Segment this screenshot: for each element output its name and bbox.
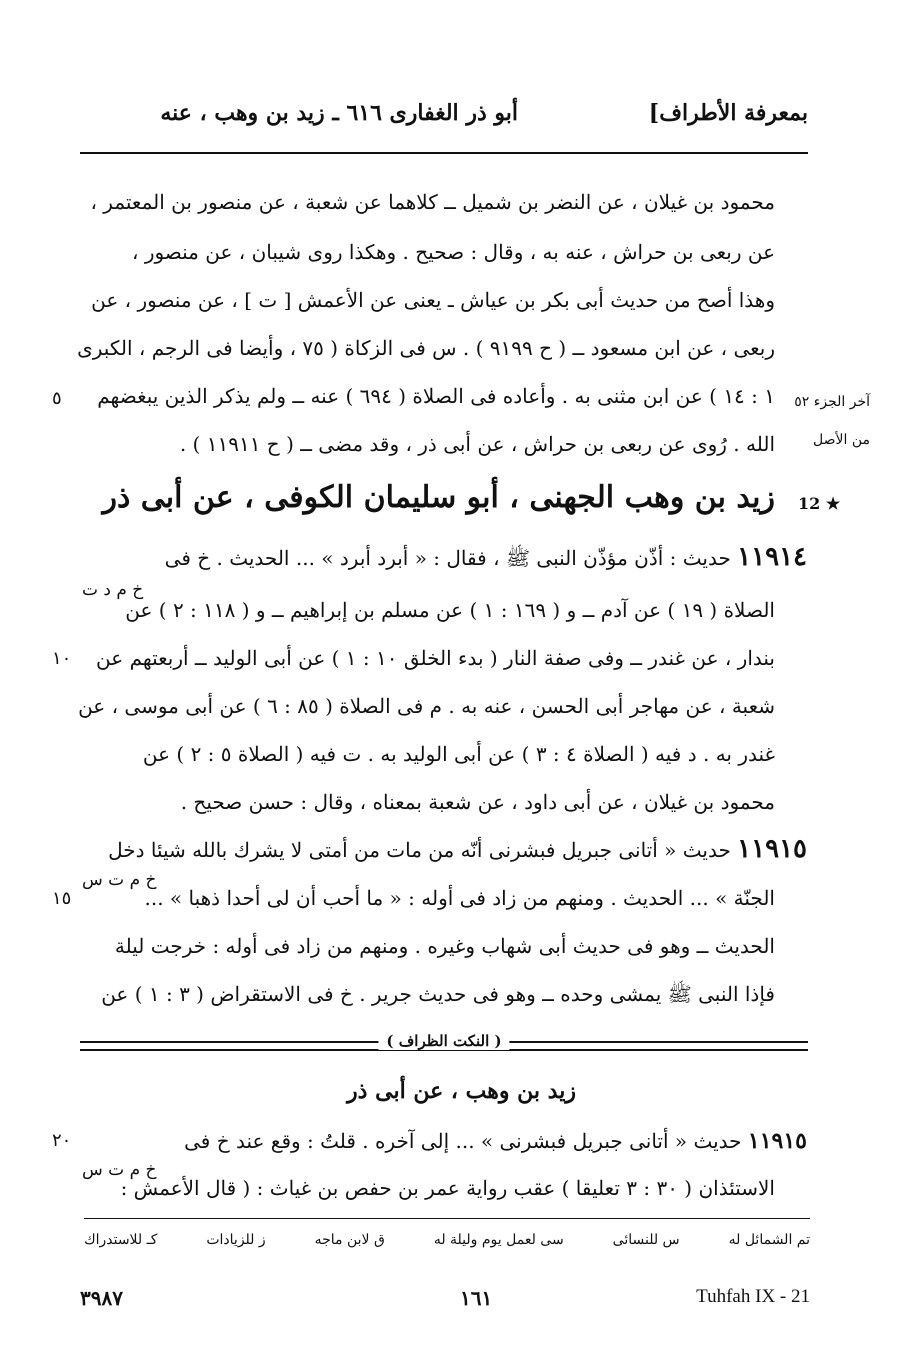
divider-label: ( النكت الظراف ) xyxy=(378,1032,509,1050)
text-line: الجنّة » ... الحديث . ومنهم من زاد فى أوله : « ما أحب أن لى أحدا ذهبا » ... xyxy=(144,886,775,910)
entry-text: حديث : أذّن مؤذّن النبى ﷺ ، فقال : « أبرد أبرد » ... الحديث . خ فى xyxy=(164,546,731,570)
text-line: الله . رُوى عن ربعى بن حراش ، عن أبى ذر ، وقد مضى ــ ( ح ١١٩١١ ) . xyxy=(179,432,775,456)
section-star-marker: 12 ★ xyxy=(798,494,841,513)
running-header xyxy=(80,100,808,144)
abbreviation-item: كـ للاستدراك xyxy=(84,1232,158,1248)
text-line: بندار ، عن غندر ــ وفى صفة النار ( بدء الخلق ١٠ : ١ ) عن أبى الوليد ــ أربعتهم عن xyxy=(96,646,775,670)
text-line: عن ربعى بن حراش ، عنه به ، وقال : صحيح . وهكذا روى شيبان ، عن منصور ، xyxy=(132,240,775,264)
nukat-divider xyxy=(80,1032,808,1052)
abbreviation-item: تم الشمائل له xyxy=(728,1232,810,1248)
text-line: شعبة ، عن مهاجر أبى الحسن ، عنه به . م فى الصلاة ( ٨٥ : ٦ ) عن أبى موسى ، عن xyxy=(78,694,775,718)
page-footer xyxy=(80,1286,810,1316)
entry-number: ١١٩١٥ xyxy=(747,1128,807,1154)
text-line: ربعى ، عن ابن مسعود ــ ( ح ٩١٩٩ ) . س فى الزكاة ( ٧٥ ، وأيضا فى الرجم ، الكبرى xyxy=(77,336,775,360)
text-line: ١ : ١٤ ) عن ابن مثنى به . وأعاده فى الصلاة ( ٦٩٤ ) عنه ــ ولم يذكر الذين يبغضهم xyxy=(97,384,775,408)
line-number-5: ٥ xyxy=(52,388,62,409)
header-book-title: بمعرفة الأطراف] xyxy=(648,100,808,126)
footnote-rule xyxy=(84,1218,810,1219)
text-line: محمود بن غيلان ، عن أبى داود ، عن شعبة بمعناه ، وقال : حسن صحيح . xyxy=(180,790,775,814)
entry-text: حديث « أتانى جبريل فبشرنى أنّه من مات من أمتى لا يشرك بالله شيئا دخل xyxy=(108,838,731,862)
nukat-sub-heading: زيد بن وهب ، عن أبى ذر xyxy=(347,1078,576,1104)
abbreviation-item: سى لعمل يوم وليلة له xyxy=(433,1232,564,1248)
entry-11915-line xyxy=(107,834,807,864)
footer-total-count: ٣٩٨٧ xyxy=(80,1286,123,1310)
header-rule xyxy=(80,152,808,154)
text-line: الاستئذان ( ٣٠ : ٣ تعليقا ) عقب رواية عمر بن حفص بن غياث : ( قال الأعمش : xyxy=(120,1176,775,1200)
text-line: وهذا أصح من حديث أبى بكر بن عياش ـ يعنى عن الأعمش [ ت ] ، عن منصور ، عن xyxy=(91,288,775,312)
text-line: الصلاة ( ١٩ ) عن آدم ــ و ( ١٦٩ : ١ ) عن مسلم بن إبراهيم ــ و ( ١١٨ : ٢ ) عن xyxy=(125,598,775,622)
footer-signature: Tuhfah IX - 21 xyxy=(696,1286,810,1307)
entry-text: حديث « أتانى جبريل فبشرنى » ... إلى آخره . قلتُ : وقع عند خ فى xyxy=(184,1129,742,1153)
text-line: الحديث ــ وهو فى حديث أبى شهاب وغيره . ومنهم من زاد فى أوله : خرجت ليلة xyxy=(114,934,775,958)
abbreviation-item: س للنسائى xyxy=(612,1232,680,1248)
entry-number: ١١٩١٤ xyxy=(737,542,807,572)
line-number-20: ٢٠ xyxy=(52,1130,72,1151)
abbreviation-item: ق لابن ماجه xyxy=(314,1232,385,1248)
margin-note-original: من الأصل xyxy=(813,432,870,448)
entry-number: ١١٩١٥ xyxy=(737,834,807,864)
text-line: فإذا النبى ﷺ يمشى وحده ــ وهو فى حديث جرير . خ فى الاستقراض ( ٣ : ١ ) عن xyxy=(101,982,775,1006)
nukat-entry-line xyxy=(107,1128,807,1154)
abbreviation-item: ز للزيادات xyxy=(206,1232,266,1248)
page-number: ١٦١ xyxy=(460,1286,493,1310)
line-number-15: ١٥ xyxy=(52,888,72,909)
entry-sigla: خ م ت س xyxy=(82,870,157,890)
header-section-title: أبو ذر الغفارى ٦١٦ ـ زيد بن وهب ، عنه xyxy=(160,100,518,126)
entry-sigla: خ م د ت xyxy=(82,580,144,600)
abbreviations-legend xyxy=(84,1232,810,1248)
text-line: غندر به . د فيه ( الصلاة ٤ : ٣ ) عن أبى الوليد به . ت فيه ( الصلاة ٥ : ٢ ) عن xyxy=(142,742,775,766)
entry-11914-line xyxy=(107,542,807,575)
text-line: محمود بن غيلان ، عن النضر بن شميل ــ كلاهما عن شعبة ، عن منصور بن المعتمر ، xyxy=(90,190,775,214)
line-number-10: ١٠ xyxy=(52,648,72,669)
section-heading: زيد بن وهب الجهنى ، أبو سليمان الكوفى ، عن أبى ذر xyxy=(102,480,775,515)
margin-note-part-end: آخر الجزء ٥٢ xyxy=(794,394,870,410)
entry-sigla: خ م ت س xyxy=(82,1160,157,1180)
